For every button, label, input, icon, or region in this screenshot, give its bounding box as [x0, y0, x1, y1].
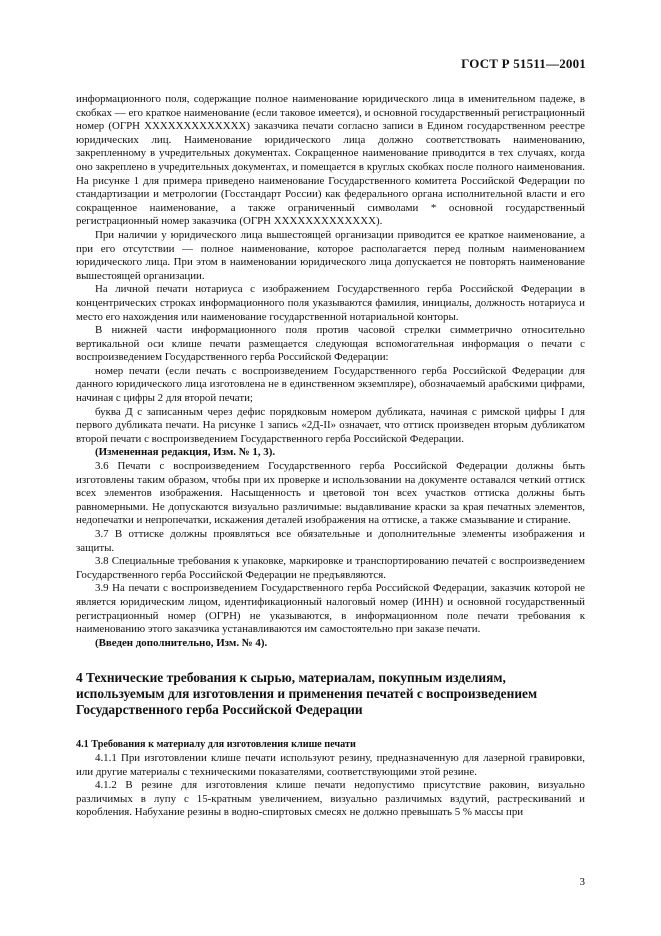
paragraph: На личной печати нотариуса с изображением Государственного герба Российской Федерации в концентрических строках информационного поля указываются фамилия, инициалы, должность нотариуса и место его нахождения или наименование государственной нотариальной конторы.: [76, 283, 585, 323]
paragraph: 3.6 Печати с воспроизведением Государственного герба Российской Федерации должны быть изготовлены таким образом, чтобы при их проверке и использовании на документе оставался четкий оттиск всех элементов изображения. Насыщенность и цветовой тон всех участков оттиска должны быть равномерными. Не допускаются визуально различимые: выдавливание краски за края печатных элементов, недопечатки и непропечатки, искажения деталей изображения на оттиске, а также смазывание и стирание.: [76, 460, 585, 527]
page-number: 3: [579, 876, 585, 888]
body-text: [76, 93, 585, 820]
paragraph: 3.7 В оттиске должны проявляться все обязательные и дополнительные элементы изображения и защиты.: [76, 528, 585, 554]
section-title: 4 Технические требования к сырью, материалам, покупным изделиям, используемым для изготовления и применения печатей с воспроизведением Государственного герба Российской Федерации: [76, 670, 538, 718]
paragraph: 4.1.2 В резине для изготовления клише печати недопустимо присутствие раковин, визуально различимых в лупу с 15-кратным увеличением, визуально различимых вздутий, растрескиваний и коробления. Набухание резины в водно-спиртовых смесях не должно превышать 5 % массы при: [76, 779, 585, 819]
paragraphs-before: [76, 93, 585, 650]
paragraph: 4.1.1 При изготовлении клише печати используют резину, предназначенную для лазерной гравировки, или другие материалы с техническими показателями, соответствующими этой резине.: [76, 751, 585, 778]
paragraphs-after: [76, 752, 585, 820]
paragraph: При наличии у юридического лица вышестоящей организации приводится ее краткое наименование, а при его отсутствии — полное наименование, которое располагается перед полным наименованием юридического лица. При этом в наименовании юридического лица допускается не повторять наименование вышестоящей организации.: [76, 228, 585, 282]
paragraph: (Введен дополнительно, Изм. № 4).: [95, 636, 268, 649]
paragraph: 3.9 На печати с воспроизведением Государственного герба Российской Федерации, заказчик которой не является юридическим лицом, идентификационный налоговый номер (ИНН) и основной государственный регистрационный номер (ОГРН) не указываются, в информационном поле печати требования к наименованию этого заказчика устанавливаются им самостоятельно при заказе печати.: [76, 582, 585, 636]
paragraph: (Измененная редакция, Изм. № 1, 3).: [95, 446, 276, 459]
document-header: ГОСТ Р 51511—2001: [461, 56, 586, 71]
paragraph: 3.8 Специальные требования к упаковке, маркировке и транспортированию печатей с воспроизведением Государственного герба Российской Федерации не предъявляются.: [76, 555, 585, 581]
paragraph: буква Д с записанным через дефис порядковым номером дубликата, начиная с римской цифры I для первого дубликата печати. На рисунке 1 запись «2Д-II» означает, что оттиск произведен вторым дубликатом второй печати с воспроизведением Государственного герба Российской Федерации.: [76, 405, 585, 445]
paragraph: информационного поля, содержащие полное наименование юридического лица в именительном падеже, в скобках — его краткое наименование (если таковое имеется), и основной государственный регистрационный номер (ОГРН ХХХХХХХХХХХХХ) заказчика печати согласно записи в Едином государственном реестре юридических лиц. Наименование юридического лица должно соответствовать наименованию, закрепленному в учредительных документах. Сокращенное наименование приводится в тех случаях, когда оно закреплено в учредительных документах, и помещается в круглых скобках после полного наименования. На рисунке 1 для примера приведено наименование Государственного комитета Российской Федерации по стандартизации и метрологии (Госстандарт России) как федерального органа исполнительной власти и его сокращенное наименование, а также ограниченный символами * основной государственный регистрационный номер заказчика (ОГРН ХХХХХХХХХХХХХ).: [76, 93, 585, 228]
paragraph: номер печати (если печать с воспроизведением Государственного герба Российской Федерации для данного юридического лица изготовлена не в единственном экземпляре), обозначаемый арабскими цифрами, начиная с цифры 2 для второй печати;: [76, 364, 585, 405]
paragraph: В нижней части информационного поля против часовой стрелки симметрично относительно вертикальной оси клише печати размещается следующая вспомогательная информация о печати с воспроизведением Государственного герба Российской Федерации:: [76, 324, 585, 364]
subsection-title: 4.1 Требования к материалу для изготовления клише печати: [76, 739, 356, 751]
